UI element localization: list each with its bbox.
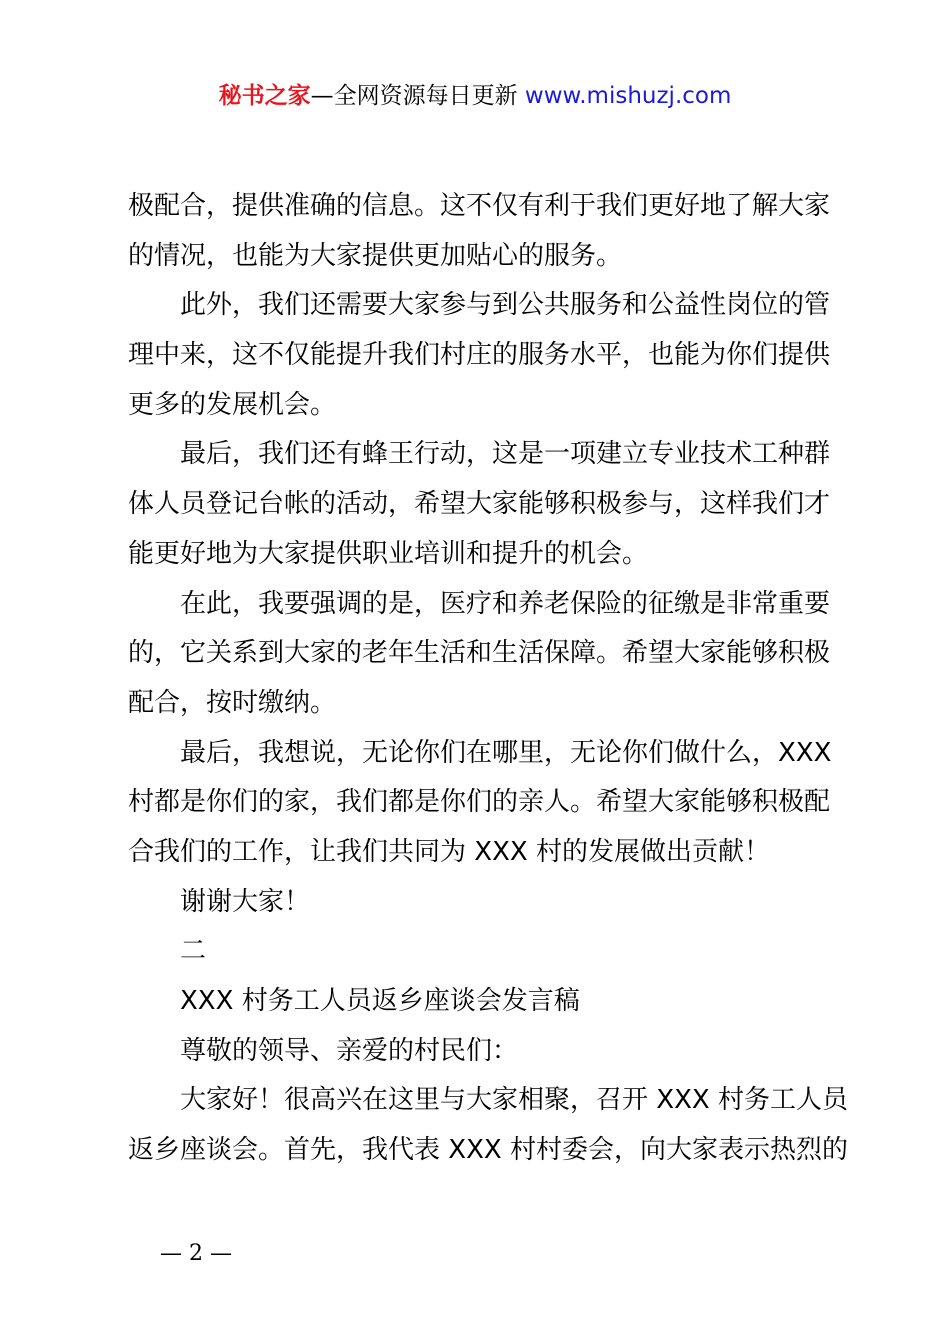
site-header — [0, 80, 950, 112]
paragraph-start-line: 最后，我想说，无论你们在哪里，无论你们做什么，XXX — [180, 737, 832, 768]
paragraph-start-line: 此外，我们还需要大家参与到公共服务和公益性岗位的管 — [180, 290, 831, 321]
text-line: 返乡座谈会。首先，我代表 XXX 村村委会，向大家表示热烈的 — [128, 1135, 848, 1166]
brand-name: 秘书之家 — [218, 83, 311, 109]
document-body — [128, 182, 848, 1176]
text-line: 理中来，这不仅能提升我们村庄的服务水平，也能为你们提供 — [128, 340, 831, 371]
text-line: 极配合，提供准确的信息。这不仅有利于我们更好地了解大家 — [128, 191, 831, 221]
text-line: 的，它关系到大家的老年生活和生活保障。希望大家能够积极 — [128, 638, 831, 669]
section-number: 二 — [180, 936, 207, 967]
text-line: 能更好地为大家提供职业培训和提升的机会。 — [128, 538, 649, 569]
header-tagline: —全网资源每日更新 — [310, 83, 525, 109]
text-line: 村都是你们的家，我们都是你们的亲人。希望大家能够积极配 — [128, 787, 831, 818]
paragraph-start-line: 在此，我要强调的是，医疗和养老保险的征缴是非常重要 — [180, 588, 831, 619]
closing-line: 谢谢大家！ — [180, 886, 311, 917]
site-url-link[interactable]: www.mishuzj.com — [524, 83, 732, 109]
text-line: 合我们的工作，让我们共同为 XXX 村的发展做出贡献！ — [128, 836, 770, 867]
text-line: 配合，按时缴纳。 — [128, 687, 337, 718]
speech-title: XXX 村务工人员返乡座谈会发言稿 — [180, 986, 580, 1016]
paragraph-start-line: 大家好！很高兴在这里与大家相聚，召开 XXX 村务工人员 — [180, 1085, 848, 1116]
page-number: — 2 — — [160, 1241, 232, 1266]
text-line: 体人员登记台帐的活动，希望大家能够积极参与，这样我们才 — [128, 489, 831, 520]
text-line: 的情况，也能为大家提供更加贴心的服务。 — [128, 240, 623, 271]
paragraph-start-line: 最后，我们还有蜂王行动，这是一项建立专业技术工种群 — [180, 439, 831, 470]
salutation: 尊敬的领导、亲爱的村民们： — [180, 1035, 519, 1066]
text-line: 更多的发展机会。 — [128, 389, 337, 420]
